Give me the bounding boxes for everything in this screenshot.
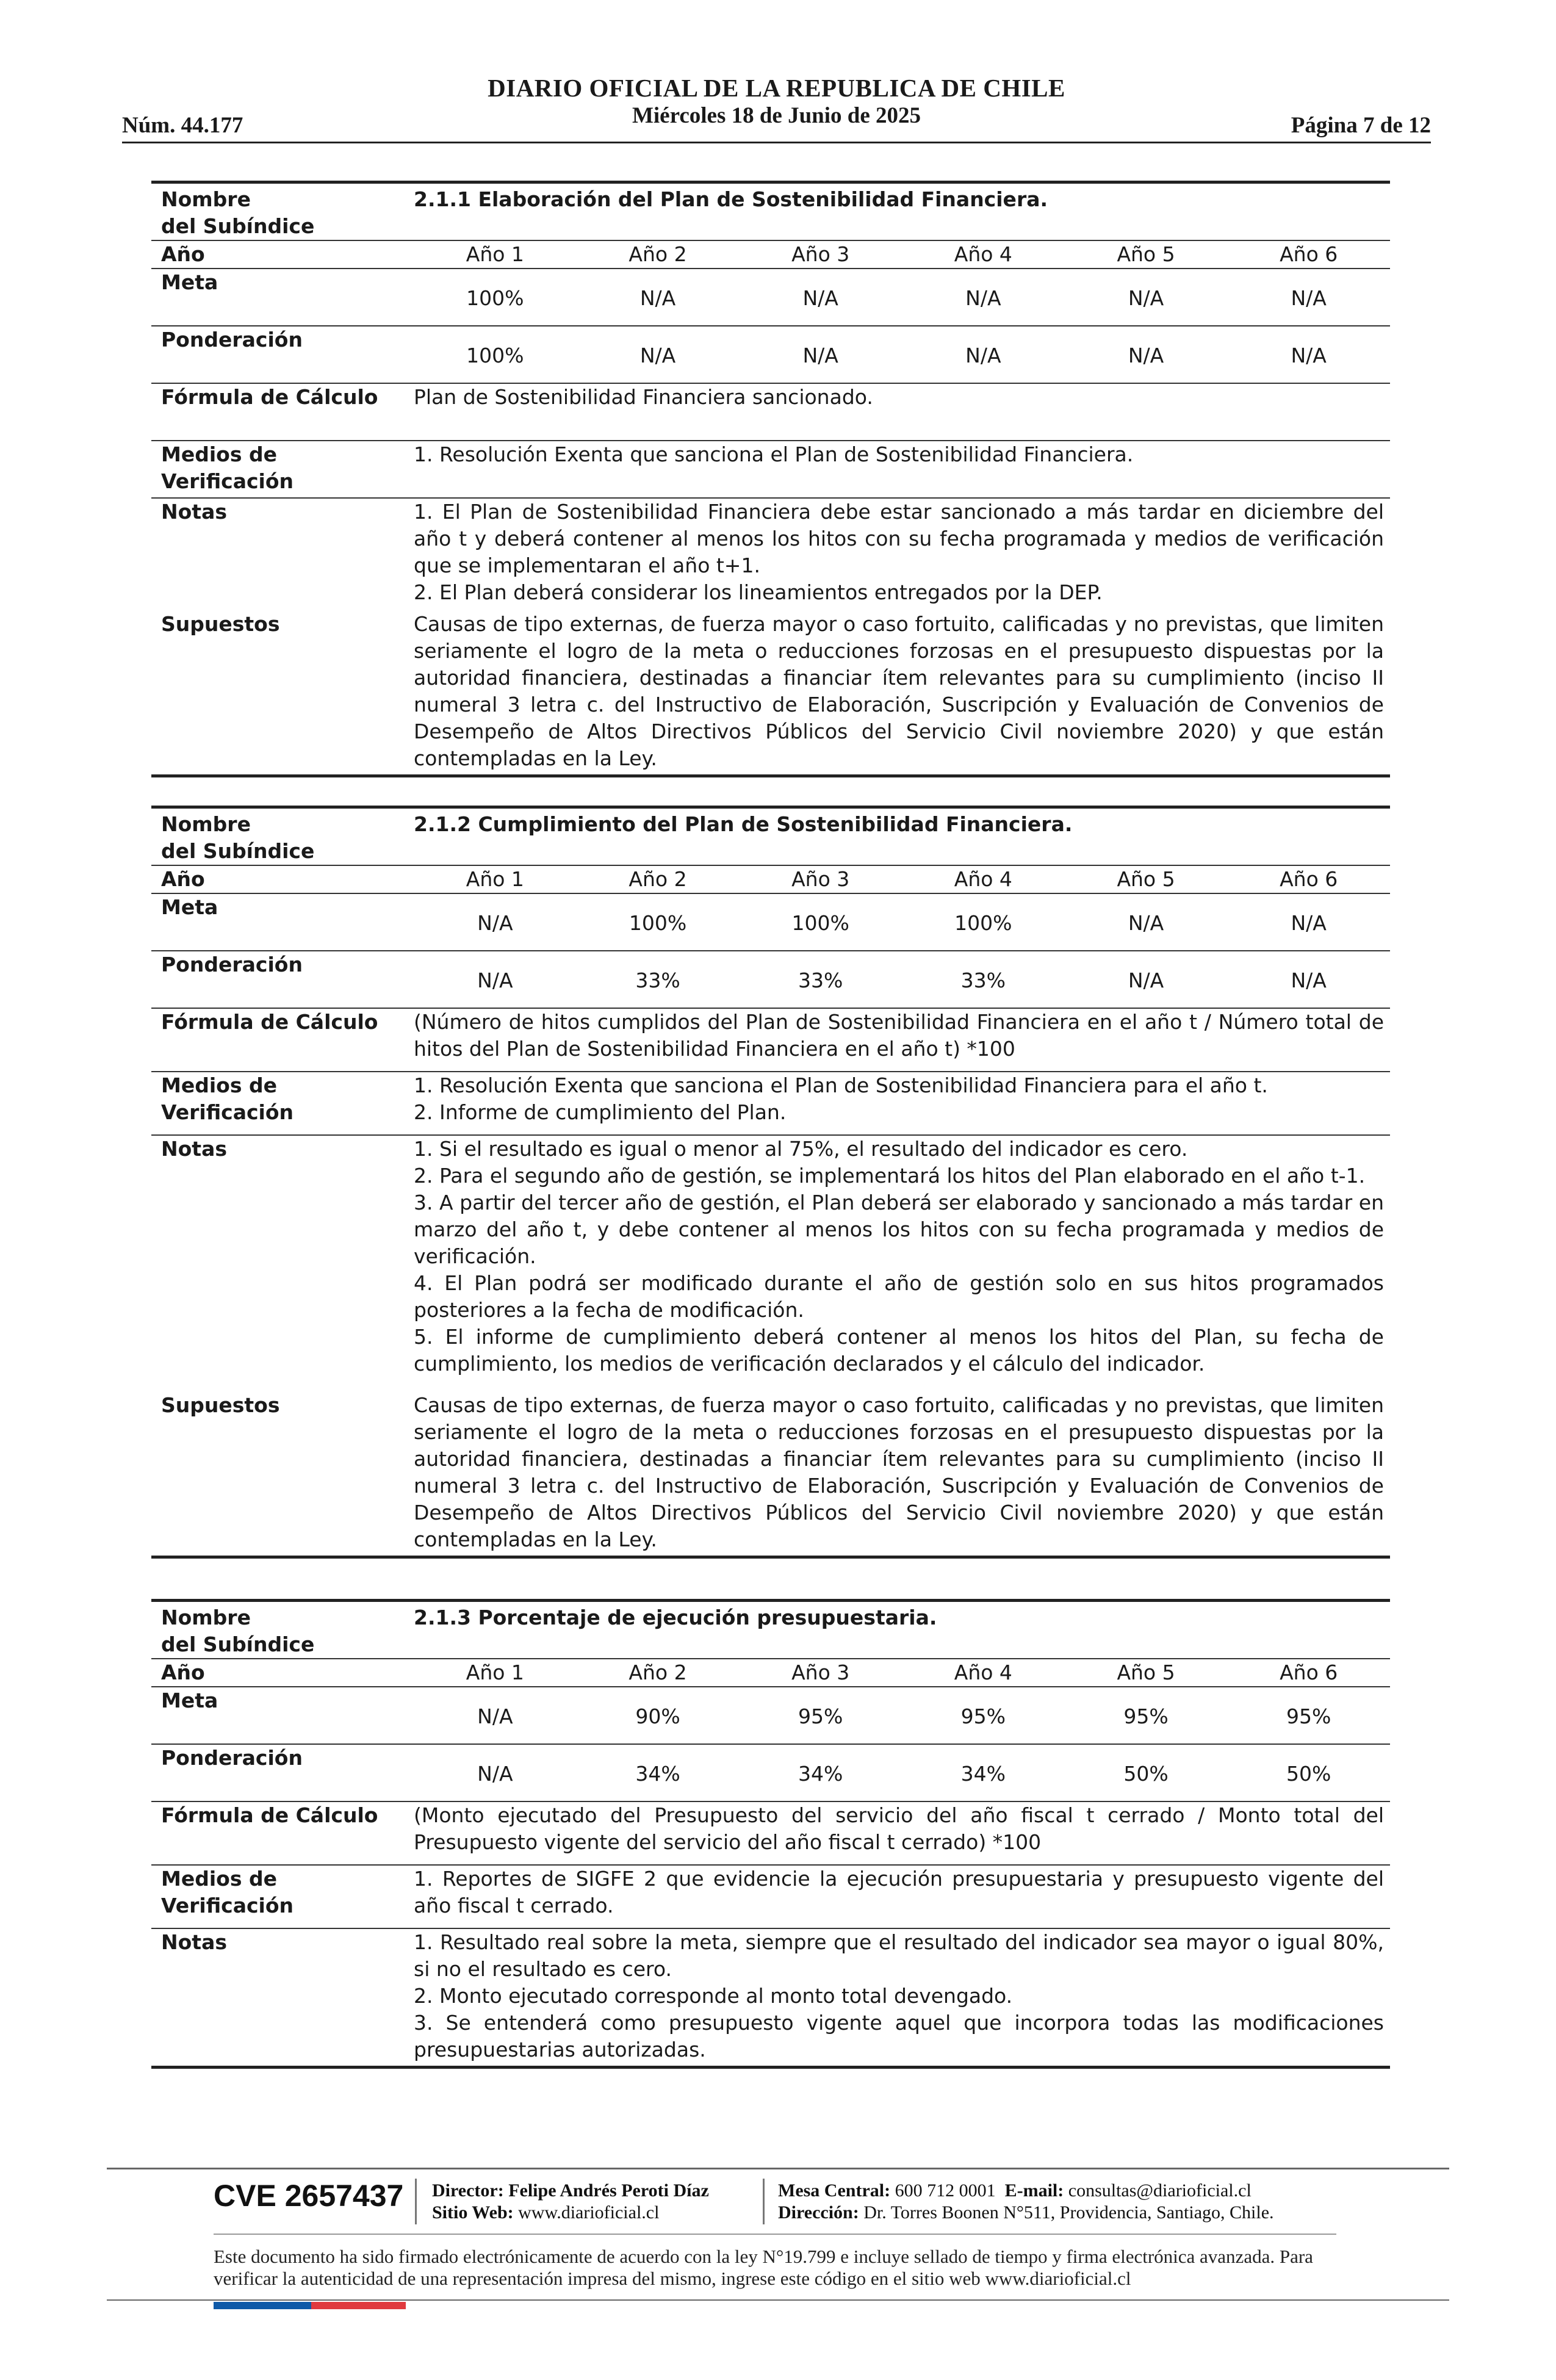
label-text: Nombre — [161, 187, 251, 211]
row-nombre — [151, 181, 1390, 240]
label-formula: Fórmula de Cálculo — [161, 1010, 378, 1034]
row-supuestos — [151, 1392, 1390, 1559]
ponderacion-cell: N/A — [1128, 344, 1164, 367]
footer-contact-block — [778, 2180, 1274, 2224]
nota-item: 3. Se entenderá como presupuesto vigente aquel que incorpora todas las modificaciones presupuestarias autorizadas. — [414, 2011, 1384, 2061]
row-meta — [151, 268, 1390, 325]
mesa-phone: 600 712 0001 — [895, 2180, 996, 2201]
mesa-label: Mesa Central: — [778, 2180, 891, 2201]
label-supuestos: Supuestos — [161, 612, 280, 636]
meta-cell: 95% — [1123, 1704, 1169, 1728]
row-notas — [151, 1134, 1390, 1392]
director-name: Felipe Andrés Peroti Díaz — [508, 2180, 709, 2201]
year-cell: Año 4 — [954, 242, 1012, 266]
ponderacion-cell: 100% — [466, 344, 524, 367]
subindex-table-1 — [151, 181, 1390, 777]
page-number: Página 7 de 12 — [1291, 113, 1431, 138]
meta-cells — [414, 1687, 1390, 1744]
subindex-title: 2.1.2 Cumplimiento del Plan de Sostenibilidad Financiera. — [414, 812, 1073, 836]
issue-number: Núm. 44.177 — [122, 113, 243, 138]
label-notas: Notas — [161, 500, 227, 524]
meta-cell: N/A — [1128, 911, 1164, 935]
row-notas — [151, 1928, 1390, 2069]
footer-divider — [415, 2179, 417, 2224]
footer-rule — [107, 2168, 1449, 2169]
email-label: E-mail: — [1004, 2180, 1064, 2201]
year-cells — [414, 866, 1390, 893]
label-text: Nombre — [161, 1606, 251, 1629]
nota-item: 2. Monto ejecutado corresponde al monto total devengado. — [414, 1984, 1013, 2008]
footer-rule — [214, 2234, 1336, 2235]
row-medios — [151, 1071, 1390, 1134]
address-label: Dirección: — [778, 2202, 859, 2223]
row-anio — [151, 240, 1390, 268]
label-text: del Subíndice — [161, 214, 315, 238]
ponderacion-cell: N/A — [802, 344, 838, 367]
meta-cell: N/A — [477, 911, 513, 935]
medios-list — [414, 1072, 1390, 1126]
meta-cell: 95% — [960, 1704, 1006, 1728]
ponderacion-cell: 34% — [635, 1762, 680, 1786]
medio-item: 2. Informe de cumplimiento del Plan. — [414, 1100, 787, 1124]
nota-item: 1. El Plan de Sostenibilidad Financiera debe estar sancionado a más tardar en diciembre del año t y deberá contener al menos los hitos con su fecha programada y medios de verificación que se implementaran el año t+1. — [414, 500, 1384, 577]
ponderacion-cell: 33% — [635, 968, 680, 992]
year-cell: Año 3 — [791, 867, 850, 891]
meta-cell: 90% — [635, 1704, 680, 1728]
row-meta — [151, 893, 1390, 950]
web-link[interactable]: www.diarioficial.cl — [518, 2202, 660, 2223]
year-cell: Año 5 — [1117, 1661, 1175, 1684]
ponderacion-cell: 50% — [1123, 1762, 1169, 1786]
label-text: del Subíndice — [161, 839, 315, 863]
subindex-title: 2.1.3 Porcentaje de ejecución presupuestaria. — [414, 1606, 937, 1629]
notas-list — [414, 1136, 1390, 1377]
label-nombre — [151, 186, 414, 240]
subindex-table-3 — [151, 1599, 1390, 2069]
year-cell: Año 1 — [466, 867, 524, 891]
row-anio — [151, 865, 1390, 893]
ponderacion-cell: N/A — [965, 344, 1001, 367]
meta-cell: N/A — [1291, 911, 1327, 935]
label-medios: Medios de Verificación — [161, 1073, 294, 1124]
label-meta: Meta — [161, 270, 218, 294]
meta-cell: 100% — [954, 911, 1012, 935]
formula-text: Plan de Sostenibilidad Financiera sancionado. — [414, 385, 873, 409]
label-medios: Medios de Verificación — [161, 1867, 294, 1917]
address-line — [778, 2202, 1274, 2224]
year-cell: Año 6 — [1280, 867, 1338, 891]
row-ponderacion — [151, 325, 1390, 383]
label-anio: Año — [161, 1661, 205, 1684]
notas-list — [414, 1929, 1390, 2063]
medio-item: 1. Resolución Exenta que sanciona el Plan de Sostenibilidad Financiera para el año t. — [414, 1073, 1268, 1097]
nota-item: 5. El informe de cumplimiento deberá contener al menos los hitos del Plan, su fecha de cumplimiento, los medios de verificación declarados y el cálculo del indicador. — [414, 1325, 1384, 1376]
label-meta: Meta — [161, 895, 218, 919]
label-formula: Fórmula de Cálculo — [161, 385, 378, 409]
ponderacion-cell: 50% — [1286, 1762, 1331, 1786]
label-nombre — [151, 1604, 414, 1658]
year-cell: Año 4 — [954, 867, 1012, 891]
meta-cell: N/A — [1128, 286, 1164, 310]
label-text: Nombre — [161, 812, 251, 836]
ponderacion-cell: N/A — [477, 968, 513, 992]
year-cell: Año 5 — [1117, 242, 1175, 266]
footer-rule — [107, 2299, 1449, 2301]
header-rule — [122, 142, 1431, 143]
row-ponderacion — [151, 1744, 1390, 1801]
year-cell: Año 3 — [791, 1661, 850, 1684]
nota-item: 2. Para el segundo año de gestión, se implementará los hitos del Plan elaborado en el año t-1. — [414, 1164, 1366, 1188]
row-notas — [151, 497, 1390, 611]
label-ponderacion: Ponderación — [161, 328, 303, 352]
row-formula — [151, 1801, 1390, 1864]
ponderacion-cell: N/A — [1291, 968, 1327, 992]
row-ponderacion — [151, 950, 1390, 1008]
label-formula: Fórmula de Cálculo — [161, 1803, 378, 1827]
ponderacion-cells — [414, 326, 1390, 383]
flag-stripe-blue — [214, 2302, 311, 2309]
label-nombre — [151, 811, 414, 865]
header-center — [122, 73, 1431, 129]
footer-divider — [763, 2179, 765, 2224]
meta-cell: 95% — [1286, 1704, 1331, 1728]
meta-cell: N/A — [965, 286, 1001, 310]
nota-item: 1. Si el resultado es igual o menor al 75%, el resultado del indicador es cero. — [414, 1137, 1188, 1161]
year-cell: Año 6 — [1280, 1661, 1338, 1684]
row-medios — [151, 440, 1390, 497]
ponderacion-cell: 33% — [798, 968, 843, 992]
ponderacion-cell: N/A — [639, 344, 676, 367]
year-cell: Año 1 — [466, 242, 524, 266]
year-cell: Año 1 — [466, 1661, 524, 1684]
row-nombre — [151, 806, 1390, 865]
year-cells — [414, 241, 1390, 268]
flag-stripe-red — [311, 2302, 406, 2309]
year-cell: Año 4 — [954, 1661, 1012, 1684]
meta-cell: N/A — [802, 286, 838, 310]
meta-cells — [414, 269, 1390, 325]
nota-item: 1. Resultado real sobre la meta, siempre que el resultado del indicador sea mayor o igual 80%, si no el resultado es cero. — [414, 1930, 1384, 1981]
medios-text: 1. Resolución Exenta que sanciona el Plan de Sostenibilidad Financiera. — [414, 442, 1134, 466]
meta-cell: 95% — [798, 1704, 843, 1728]
notas-list — [414, 499, 1390, 606]
ponderacion-cell: 34% — [798, 1762, 843, 1786]
publication-date: Miércoles 18 de Junio de 2025 — [632, 103, 921, 128]
ponderacion-cell: 34% — [960, 1762, 1006, 1786]
year-cell: Año 6 — [1280, 242, 1338, 266]
formula-text: (Monto ejecutado del Presupuesto del servicio del año fiscal t cerrado / Monto total del Presupuesto vigente del servicio del año fiscal t cerrado) *100 — [414, 1803, 1384, 1854]
label-meta: Meta — [161, 1689, 218, 1712]
nota-item: 2. El Plan deberá considerar los lineamientos entregados por la DEP. — [414, 580, 1103, 604]
label-ponderacion: Ponderación — [161, 1746, 303, 1770]
label-notas: Notas — [161, 1930, 227, 1954]
cve-code: CVE 2657437 — [214, 2179, 404, 2213]
meta-cell: 100% — [466, 286, 524, 310]
label-text: del Subíndice — [161, 1632, 315, 1656]
ponderacion-cells — [414, 951, 1390, 1008]
label-anio: Año — [161, 242, 205, 266]
formula-text: (Número de hitos cumplidos del Plan de Sostenibilidad Financiera en el año t / Número total de hitos del Plan de Sostenibilidad Financiera en el año t) *100 — [414, 1010, 1384, 1061]
subindex-table-2 — [151, 806, 1390, 1559]
year-cell: Año 5 — [1117, 867, 1175, 891]
nota-item: 4. El Plan podrá ser modificado durante el año de gestión solo en sus hitos programados posteriores a la fecha de modificación. — [414, 1271, 1384, 1322]
director-line — [432, 2180, 709, 2202]
label-notas: Notas — [161, 1137, 227, 1161]
year-cell: Año 2 — [629, 867, 687, 891]
supuestos-text: Causas de tipo externas, de fuerza mayor o caso fortuito, calificadas y no previstas, que limiten seriamente el logro de la meta o reducciones forzosas en el presupuesto dispuestas por la autoridad financiera, destinadas a financiar ítem relevantes para su cumplimiento (inciso II numeral 3 letra c. del Instructivo de Elaboración, Suscripción y Evaluación de Convenios de Desempeño de Altos Directivos Públicos del Servicio Civil noviembre 2020) y que están contempladas en la Ley. — [414, 612, 1384, 770]
label-anio: Año — [161, 867, 205, 891]
ponderacion-cell: 33% — [960, 968, 1006, 992]
ponderacion-cell: N/A — [1291, 344, 1327, 367]
subindex-title: 2.1.1 Elaboración del Plan de Sostenibilidad Financiera. — [414, 187, 1048, 211]
meta-cell: 100% — [791, 911, 849, 935]
footer-director-block — [432, 2180, 709, 2224]
label-ponderacion: Ponderación — [161, 953, 303, 976]
meta-cell: 100% — [629, 911, 687, 935]
label-medios: Medios de Verificación — [161, 442, 294, 493]
row-medios — [151, 1864, 1390, 1928]
supuestos-text: Causas de tipo externas, de fuerza mayor o caso fortuito, calificadas y no previstas, que limiten seriamente el logro de la meta o reducciones forzosas en el presupuesto dispuestas por la autoridad financiera, destinadas a financiar ítem relevantes para su cumplimiento (inciso II numeral 3 letra c. del Instructivo de Elaboración, Suscripción y Evaluación de Convenios de Desempeño de Altos Directivos Públicos del Servicio Civil noviembre 2020) y que están contempladas en la Ley. — [414, 1393, 1384, 1551]
meta-cell: N/A — [639, 286, 676, 310]
publication-title: DIARIO OFICIAL DE LA REPUBLICA DE CHILE — [488, 74, 1065, 102]
label-supuestos: Supuestos — [161, 1393, 280, 1417]
year-cells — [414, 1659, 1390, 1686]
row-nombre — [151, 1599, 1390, 1658]
row-formula — [151, 383, 1390, 440]
meta-cell: N/A — [1291, 286, 1327, 310]
year-cell: Año 2 — [629, 1661, 687, 1684]
medios-text: 1. Reportes de SIGFE 2 que evidencie la ejecución presupuestaria y presupuesto vigente del año fiscal t cerrado. — [414, 1867, 1384, 1917]
director-label: Director: — [432, 2180, 504, 2201]
row-formula — [151, 1008, 1390, 1071]
meta-cells — [414, 894, 1390, 950]
row-supuestos — [151, 611, 1390, 777]
year-cell: Año 3 — [791, 242, 850, 266]
web-line — [432, 2202, 709, 2224]
row-meta — [151, 1686, 1390, 1744]
address-text: Dr. Torres Boonen N°511, Providencia, Santiago, Chile. — [863, 2202, 1274, 2223]
ponderacion-cell: N/A — [1128, 968, 1164, 992]
web-label: Sitio Web: — [432, 2202, 514, 2223]
contact-line — [778, 2180, 1274, 2202]
legal-notice: Este documento ha sido firmado electrónicamente de acuerdo con la ley N°19.799 e incluye sellado de tiempo y firma electrónica avanzada. Para verificar la autenticidad de una representación impresa del mismo, ingrese este código en el sitio web www.diarioficial.cl — [214, 2246, 1313, 2289]
ponderacion-cells — [414, 1745, 1390, 1801]
ponderacion-cell: N/A — [477, 1762, 513, 1786]
meta-cell: N/A — [477, 1704, 513, 1728]
year-cell: Año 2 — [629, 242, 687, 266]
email-link[interactable]: consultas@diarioficial.cl — [1068, 2180, 1252, 2201]
nota-item: 3. A partir del tercer año de gestión, el Plan deberá ser elaborado y sancionado a más tardar en marzo del año t, y debe contener al menos los hitos con su fecha programada y medios de verificación. — [414, 1191, 1384, 1268]
page-header — [122, 73, 1431, 143]
row-anio — [151, 1658, 1390, 1686]
